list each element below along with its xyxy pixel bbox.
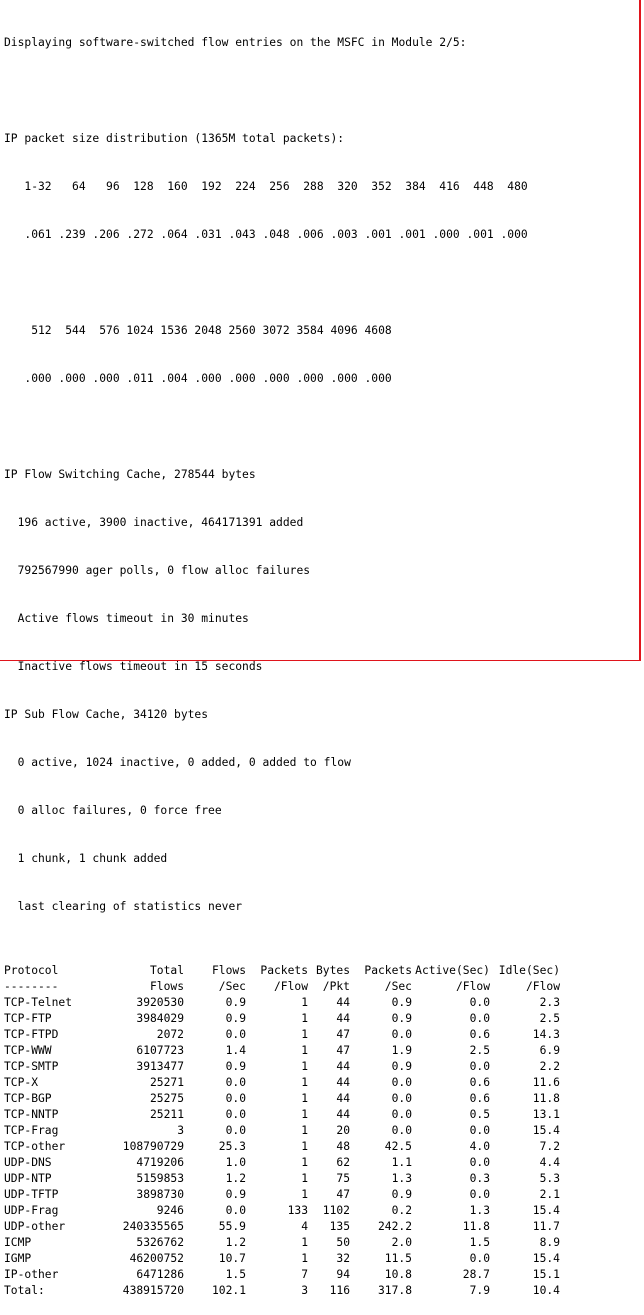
value-cell: 240335565	[122, 1220, 184, 1233]
value-cell: 25271	[149, 1076, 184, 1089]
value-cell: 47	[336, 1044, 350, 1057]
value-cell: 1	[301, 1252, 308, 1265]
value-cell: 5.3	[539, 1172, 560, 1185]
value-cell: 25.3	[218, 1140, 246, 1153]
value-cell: 135	[329, 1220, 350, 1233]
size-dist-row1-labels: 1-32 64 96 128 160 192 224 256 288 320 352 384 416 448 480	[4, 180, 528, 193]
sub-flow-cache-line: 0 active, 1024 inactive, 0 added, 0 added to flow	[4, 756, 351, 769]
value-cell: 0.0	[469, 1060, 490, 1073]
value-cell: /Pkt	[322, 980, 350, 993]
value-cell: 14.3	[532, 1028, 560, 1041]
value-cell: Flows	[149, 980, 184, 993]
flow-cache-line: 196 active, 3900 inactive, 464171391 added	[4, 516, 304, 529]
value-cell: 1.3	[469, 1204, 490, 1217]
value-cell: 0.0	[391, 1124, 412, 1137]
value-cell: 3984029	[136, 1012, 184, 1025]
value-cell: 1	[301, 1076, 308, 1089]
value-cell: /Flow	[525, 980, 560, 993]
table-row	[4, 1043, 636, 1059]
protocol-cell: ICMP	[4, 1236, 32, 1249]
value-cell: 1	[301, 1236, 308, 1249]
value-cell: 20	[336, 1124, 350, 1137]
protocol-cell: TCP-WWW	[4, 1044, 52, 1057]
value-cell: 0.6	[469, 1092, 490, 1105]
table-row	[4, 1203, 636, 1219]
value-cell: 9246	[156, 1204, 184, 1217]
table-row	[4, 1123, 636, 1139]
protocol-cell: Total:	[4, 1284, 45, 1297]
value-cell: 32	[336, 1252, 350, 1265]
protocol-cell: TCP-BGP	[4, 1092, 52, 1105]
sub-flow-cache-title: IP Sub Flow Cache, 34120 bytes	[4, 708, 209, 721]
value-cell: 5159853	[136, 1172, 184, 1185]
value-cell: 8.9	[539, 1236, 560, 1249]
value-cell: 1	[301, 1172, 308, 1185]
value-cell: 44	[336, 1076, 350, 1089]
value-cell: 0.0	[391, 1092, 412, 1105]
value-cell: 1.3	[391, 1172, 412, 1185]
value-cell: 6107723	[136, 1044, 184, 1057]
value-cell: 2072	[156, 1028, 184, 1041]
value-cell: 7.2	[539, 1140, 560, 1153]
console-output	[4, 3, 636, 1315]
value-cell: 2.3	[539, 996, 560, 1009]
value-cell: 1	[301, 1140, 308, 1153]
protocol-cell: --------	[4, 980, 59, 993]
value-cell: 0.9	[391, 1188, 412, 1201]
table-row	[4, 1251, 636, 1267]
value-cell: 3	[301, 1284, 308, 1297]
sub-flow-cache-line: last clearing of statistics never	[4, 900, 243, 913]
value-cell: 11.7	[532, 1220, 560, 1233]
value-cell: 25211	[149, 1108, 184, 1121]
value-cell: 11.6	[532, 1076, 560, 1089]
value-cell: Idle(Sec)	[498, 964, 560, 977]
flow-cache-line: Active flows timeout in 30 minutes	[4, 612, 249, 625]
table-row	[4, 1107, 636, 1123]
table-row	[4, 1187, 636, 1203]
protocol-cell: UDP-Frag	[4, 1204, 59, 1217]
sub-flow-cache-line: 0 alloc failures, 0 force free	[4, 804, 222, 817]
value-cell: 1	[301, 1044, 308, 1057]
value-cell: 438915720	[122, 1284, 184, 1297]
value-cell: /Flow	[455, 980, 490, 993]
protocol-cell: IGMP	[4, 1252, 32, 1265]
header-line: Displaying software-switched flow entries on the MSFC in Module 2/5:	[4, 36, 467, 49]
value-cell: /Sec	[218, 980, 246, 993]
value-cell: 15.4	[532, 1252, 560, 1265]
table-row	[4, 995, 636, 1011]
value-cell: 0.0	[391, 1028, 412, 1041]
value-cell: Active(Sec)	[415, 964, 490, 977]
value-cell: 3	[177, 1124, 184, 1137]
value-cell: 6.9	[539, 1044, 560, 1057]
value-cell: 3920530	[136, 996, 184, 1009]
value-cell: 6471286	[136, 1268, 184, 1281]
value-cell: 15.4	[532, 1204, 560, 1217]
protocol-cell: TCP-Telnet	[4, 996, 73, 1009]
value-cell: 94	[336, 1268, 350, 1281]
value-cell: 0.9	[225, 1060, 246, 1073]
value-cell: 7	[301, 1268, 308, 1281]
value-cell: 44	[336, 1060, 350, 1073]
value-cell: Packets	[364, 964, 412, 977]
value-cell: 102.1	[211, 1284, 246, 1297]
value-cell: 0.0	[469, 996, 490, 1009]
value-cell: 42.5	[384, 1140, 412, 1153]
value-cell: 108790729	[122, 1140, 184, 1153]
value-cell: 0.9	[225, 1188, 246, 1201]
value-cell: 1.4	[225, 1044, 246, 1057]
value-cell: 2.0	[391, 1236, 412, 1249]
flow-stats-table	[4, 963, 636, 1299]
table-header-row	[4, 963, 636, 979]
value-cell: 0.0	[469, 1012, 490, 1025]
value-cell: /Sec	[384, 980, 412, 993]
value-cell: 0.0	[225, 1028, 246, 1041]
table-row	[4, 1091, 636, 1107]
protocol-cell: TCP-Frag	[4, 1124, 59, 1137]
value-cell: 0.6	[469, 1028, 490, 1041]
table-row	[4, 1075, 636, 1091]
value-cell: 1	[301, 1188, 308, 1201]
value-cell: 2.5	[469, 1044, 490, 1057]
size-dist-row1-values: .061 .239 .206 .272 .064 .031 .043 .048 .006 .003 .001 .001 .000 .001 .000	[4, 228, 528, 241]
value-cell: 7.9	[469, 1284, 490, 1297]
value-cell: 0.9	[391, 1060, 412, 1073]
value-cell: 0.9	[225, 1012, 246, 1025]
value-cell: 1102	[322, 1204, 350, 1217]
size-dist-title: IP packet size distribution (1365M total packets):	[4, 132, 345, 145]
protocol-cell: UDP-NTP	[4, 1172, 52, 1185]
value-cell: Packets	[260, 964, 308, 977]
value-cell: 0.9	[225, 996, 246, 1009]
table-row	[4, 1155, 636, 1171]
value-cell: Bytes	[315, 964, 350, 977]
table-row	[4, 1059, 636, 1075]
value-cell: 44	[336, 1012, 350, 1025]
value-cell: 5326762	[136, 1236, 184, 1249]
value-cell: 1	[301, 1156, 308, 1169]
value-cell: /Flow	[273, 980, 308, 993]
value-cell: 0.0	[225, 1204, 246, 1217]
value-cell: 0.0	[225, 1108, 246, 1121]
protocol-cell: TCP-FTP	[4, 1012, 52, 1025]
value-cell: 4.0	[469, 1140, 490, 1153]
value-cell: 11.5	[384, 1252, 412, 1265]
value-cell: 0.5	[469, 1108, 490, 1121]
value-cell: 1	[301, 996, 308, 1009]
value-cell: 133	[287, 1204, 308, 1217]
flow-cache-title: IP Flow Switching Cache, 278544 bytes	[4, 468, 256, 481]
value-cell: 15.1	[532, 1268, 560, 1281]
value-cell: 1	[301, 1124, 308, 1137]
protocol-cell: TCP-other	[4, 1140, 66, 1153]
size-dist-row2-values: .000 .000 .000 .011 .004 .000 .000 .000 .000 .000 .000	[4, 372, 392, 385]
value-cell: 242.2	[377, 1220, 412, 1233]
value-cell: 1.2	[225, 1236, 246, 1249]
value-cell: 1.5	[225, 1268, 246, 1281]
value-cell: 55.9	[218, 1220, 246, 1233]
protocol-cell: TCP-FTPD	[4, 1028, 59, 1041]
value-cell: 25275	[149, 1092, 184, 1105]
table-row	[4, 1267, 636, 1283]
protocol-cell: TCP-NNTP	[4, 1108, 59, 1121]
value-cell: 1.2	[225, 1172, 246, 1185]
value-cell: 1.9	[391, 1044, 412, 1057]
value-cell: 1.1	[391, 1156, 412, 1169]
value-cell: 116	[329, 1284, 350, 1297]
table-row	[4, 1171, 636, 1187]
value-cell: 1.0	[225, 1156, 246, 1169]
table-row	[4, 1219, 636, 1235]
value-cell: 28.7	[462, 1268, 490, 1281]
value-cell: 62	[336, 1156, 350, 1169]
value-cell: 0.0	[469, 1124, 490, 1137]
value-cell: 75	[336, 1172, 350, 1185]
value-cell: 44	[336, 1108, 350, 1121]
value-cell: 1	[301, 1012, 308, 1025]
value-cell: 15.4	[532, 1124, 560, 1137]
flow-cache-line: Inactive flows timeout in 15 seconds	[4, 660, 263, 673]
value-cell: 13.1	[532, 1108, 560, 1121]
table-subheader-row	[4, 979, 636, 995]
value-cell: 44	[336, 996, 350, 1009]
value-cell: 0.9	[391, 996, 412, 1009]
value-cell: 10.8	[384, 1268, 412, 1281]
value-cell: 1	[301, 1028, 308, 1041]
value-cell: 3913477	[136, 1060, 184, 1073]
value-cell: 4.4	[539, 1156, 560, 1169]
value-cell: 0.9	[391, 1012, 412, 1025]
value-cell: 47	[336, 1188, 350, 1201]
value-cell: Flows	[211, 964, 246, 977]
value-cell: 44	[336, 1092, 350, 1105]
value-cell: Total	[149, 964, 184, 977]
value-cell: 2.1	[539, 1188, 560, 1201]
table-row	[4, 1027, 636, 1043]
value-cell: 1	[301, 1108, 308, 1121]
value-cell: 11.8	[462, 1220, 490, 1233]
table-row	[4, 1139, 636, 1155]
table-row	[4, 1283, 636, 1299]
value-cell: 0.0	[225, 1124, 246, 1137]
value-cell: 0.2	[391, 1204, 412, 1217]
protocol-cell: TCP-SMTP	[4, 1060, 59, 1073]
protocol-cell: UDP-TFTP	[4, 1188, 59, 1201]
value-cell: 0.0	[225, 1076, 246, 1089]
value-cell: 10.7	[218, 1252, 246, 1265]
value-cell: 1	[301, 1092, 308, 1105]
value-cell: 3898730	[136, 1188, 184, 1201]
protocol-cell: UDP-other	[4, 1220, 66, 1233]
value-cell: 1.5	[469, 1236, 490, 1249]
value-cell: 0.0	[469, 1156, 490, 1169]
value-cell: 47	[336, 1028, 350, 1041]
value-cell: 4719206	[136, 1156, 184, 1169]
value-cell: 46200752	[129, 1252, 184, 1265]
value-cell: 10.4	[532, 1284, 560, 1297]
value-cell: 0.0	[391, 1076, 412, 1089]
protocol-cell: IP-other	[4, 1268, 59, 1281]
value-cell: 48	[336, 1140, 350, 1153]
size-dist-row2-labels: 512 544 576 1024 1536 2048 2560 3072 3584 4096 4608	[4, 324, 392, 337]
table-row	[4, 1011, 636, 1027]
value-cell: 0.6	[469, 1076, 490, 1089]
value-cell: 317.8	[377, 1284, 412, 1297]
value-cell: 0.3	[469, 1172, 490, 1185]
value-cell: 4	[301, 1220, 308, 1233]
value-cell: 2.5	[539, 1012, 560, 1025]
table-row	[4, 1235, 636, 1251]
value-cell: 0.0	[225, 1092, 246, 1105]
value-cell: 0.0	[469, 1252, 490, 1265]
value-cell: 0.0	[391, 1108, 412, 1121]
protocol-cell: UDP-DNS	[4, 1156, 52, 1169]
value-cell: 0.0	[469, 1188, 490, 1201]
flow-cache-line: 792567990 ager polls, 0 flow alloc failures	[4, 564, 311, 577]
value-cell: 50	[336, 1236, 350, 1249]
value-cell: 1	[301, 1060, 308, 1073]
protocol-cell: TCP-X	[4, 1076, 39, 1089]
sub-flow-cache-line: 1 chunk, 1 chunk added	[4, 852, 168, 865]
value-cell: 11.8	[532, 1092, 560, 1105]
protocol-cell: Protocol	[4, 964, 59, 977]
value-cell: 2.2	[539, 1060, 560, 1073]
